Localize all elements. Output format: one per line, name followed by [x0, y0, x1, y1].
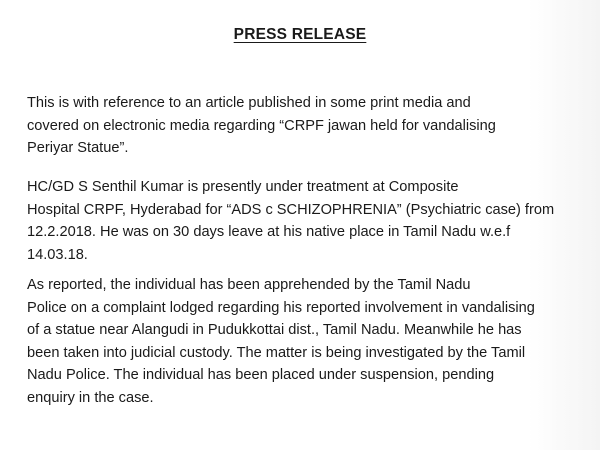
paragraph-reference: This is with reference to an article published in some print media and covered on electronic media regarding “CRPF jawan held for vandalising Periyar Statue”.: [27, 95, 496, 156]
paragraph-treatment: HC/GD S Senthil Kumar is presently under treatment at Composite Hospital CRPF, Hyderabad for “ADS c SCHIZOPHRENIA” (Psychiatric case) from 12.2.2018. He was on 30 days leave at his native place in Tamil Nadu w.e.f 14.03.18.: [27, 179, 555, 263]
page-title: [0, 26, 600, 44]
paragraph-apprehension: As reported, the individual has been apprehended by the Tamil Nadu Police on a complaint lodged regarding his reported involvement in vandalising of a statue near Alangudi in Pudukkottai dist., Tamil Nadu. Meanwhile he has been taken into judicial custody. The matter is being investigated by the Tamil Nadu Police. The individual has been placed under suspension, pending enquiry in the case.: [27, 277, 535, 406]
title-text: PRESS RELEASE: [233, 26, 367, 43]
